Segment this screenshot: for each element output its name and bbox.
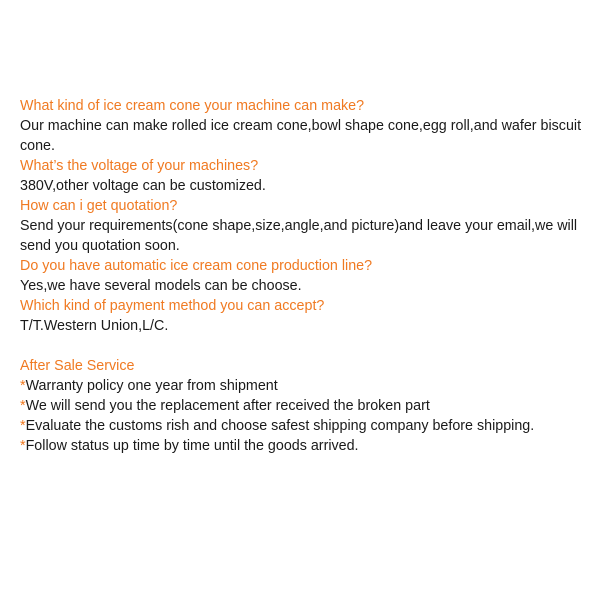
faq-answer: 380V,other voltage can be customized. [20, 178, 266, 194]
faq-answer: Send your requirements(cone shape,size,angle,and picture)and leave your email,we will send you quotation soon. [20, 218, 578, 254]
after-sale-title: After Sale Service [20, 358, 135, 374]
bullet-star-icon: * [20, 378, 26, 394]
bullet-star-icon: * [20, 398, 26, 414]
faq-question: Which kind of payment method you can accept? [20, 298, 325, 314]
after-sale-item-text: Warranty policy one year from shipment [25, 378, 278, 394]
faq-question: What kind of ice cream cone your machine can make? [20, 98, 365, 114]
section-spacer [20, 336, 585, 356]
after-sale-item [20, 436, 585, 456]
after-sale-item-text: Follow status up time by time until the goods arrived. [25, 438, 359, 454]
after-sale-item-text: Evaluate the customs rish and choose safest shipping company before shipping. [25, 418, 535, 434]
after-sale-item [20, 396, 585, 416]
faq-question: What’s the voltage of your machines? [20, 158, 259, 174]
after-sale-item-text: We will send you the replacement after received the broken part [25, 398, 430, 414]
after-sale-item [20, 416, 585, 436]
bullet-star-icon: * [20, 418, 26, 434]
faq-question: Do you have automatic ice cream cone production line? [20, 258, 373, 274]
faq-answer: Our machine can make rolled ice cream cone,bowl shape cone,egg roll,and wafer biscuit cone. [20, 118, 582, 154]
faq-answer: Yes,we have several models can be choose. [20, 278, 302, 294]
faq-answer: T/T.Western Union,L/C. [20, 318, 169, 334]
after-sale-item [20, 376, 585, 396]
faq-content [20, 96, 585, 456]
bullet-star-icon: * [20, 438, 26, 454]
faq-question: How can i get quotation? [20, 198, 178, 214]
